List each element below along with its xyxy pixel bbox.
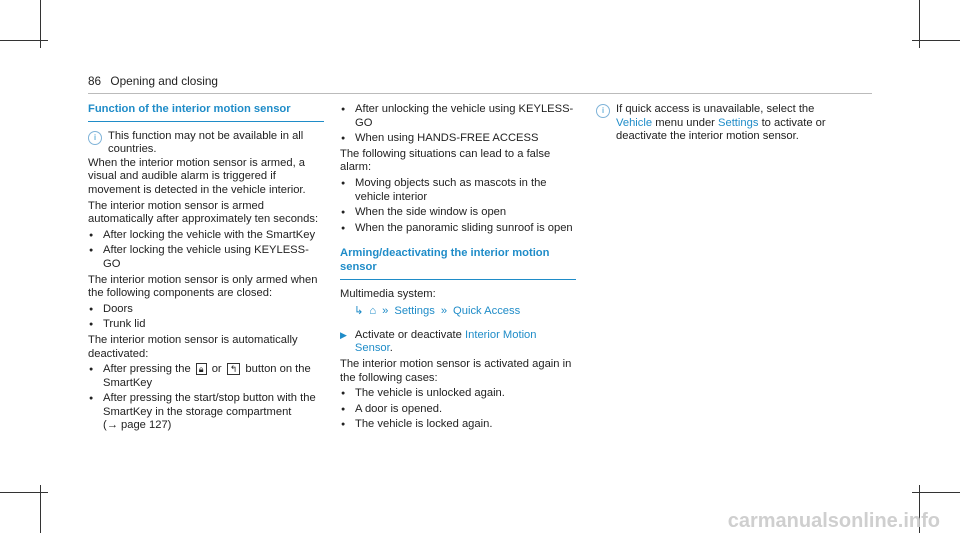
page-reference[interactable]: (→ page 127): [103, 419, 172, 432]
list-item: ● When the panoramic sliding sunroof is open: [340, 222, 576, 236]
play-icon: ▶: [340, 329, 347, 340]
crop-mark: [0, 40, 48, 41]
note-text: This function may not be available in all countries.: [108, 129, 304, 156]
list-item: ● Doors: [88, 303, 324, 317]
header-rule: [88, 93, 872, 94]
list-item: ● Trunk lid: [88, 318, 324, 332]
chevron-right-icon: »: [440, 305, 448, 318]
paragraph: When the interior motion sensor is armed, a visual and audible alarm is triggered if movement is detected in the vehicle interior.: [88, 156, 306, 196]
paragraph: The interior motion sensor is armed automatically after approximately ten seconds:: [88, 199, 319, 226]
list-item: ● After pressing the start/stop button with the SmartKey in the storage compartment (→ page 127): [88, 392, 324, 433]
paragraph: The interior motion sensor is activated again in the following cases:: [340, 357, 572, 384]
menu-path: [340, 305, 576, 319]
list-item: ● After locking the vehicle with the SmartKey: [88, 229, 324, 243]
instruction-step: ▶ Activate or deactivate Interior Motion Sensor.: [340, 328, 537, 355]
info-icon: i: [88, 131, 102, 145]
bullet-list: [340, 387, 576, 432]
bullet-list: [340, 177, 576, 235]
crop-mark: [0, 492, 48, 493]
note-text: If quick access is unavailable, select the Vehicle menu under Settings to activate or deactivate the interior motion sensor.: [616, 103, 826, 143]
list-item: ● After locking the vehicle using KEYLESS-GO: [88, 244, 324, 271]
watermark: carmanualsonline.info: [727, 510, 940, 533]
section-title: Function of the interior motion sensor: [88, 103, 324, 122]
chevron-right-icon: »: [382, 305, 389, 318]
note: [88, 130, 324, 157]
interior-motion-sensor-option[interactable]: Interior Motion Sensor: [354, 328, 537, 355]
home-icon[interactable]: ⌂: [369, 305, 377, 318]
column-3: [596, 103, 832, 144]
bullet-list: [88, 303, 324, 332]
settings-link[interactable]: Settings: [718, 116, 759, 129]
lock-key-icon: 🔒︎: [196, 363, 207, 375]
list-item: ● The vehicle is unlocked again.: [340, 387, 576, 401]
bullet-list: [88, 363, 324, 433]
column-1: [88, 103, 324, 435]
list-item: ● When the side window is open: [340, 206, 576, 220]
page-number: 86: [88, 74, 102, 88]
menu-arrow-icon: ↳: [354, 305, 364, 318]
column-2: [340, 103, 576, 434]
trunk-key-icon: ↰: [227, 363, 241, 375]
chapter-title: Opening and closing: [110, 74, 218, 88]
note: [596, 103, 832, 144]
paragraph: The interior motion sensor is only armed when the following components are closed:: [88, 273, 318, 300]
crop-mark: [912, 492, 960, 493]
bullet-list: [88, 229, 324, 272]
menu-settings[interactable]: Settings: [394, 305, 435, 318]
page-header: [88, 75, 218, 89]
list-item: ● When using HANDS-FREE ACCESS: [340, 132, 576, 146]
paragraph: The interior motion sensor is automatically deactivated:: [88, 333, 298, 360]
list-item: ● The vehicle is locked again.: [340, 418, 576, 432]
bullet-list: [340, 103, 576, 146]
vehicle-menu-link[interactable]: Vehicle: [616, 116, 653, 129]
section-title: Arming/deactivating the interior motion sensor: [340, 247, 576, 279]
list-item: ● A door is opened.: [340, 403, 576, 417]
system-label: Multimedia system:: [340, 287, 436, 300]
crop-mark: [912, 40, 960, 41]
list-item: ● Moving objects such as mascots in the vehicle interior: [340, 177, 576, 204]
menu-quick-access[interactable]: Quick Access: [453, 305, 521, 318]
paragraph: The following situations can lead to a false alarm:: [340, 147, 551, 174]
list-item: ● After unlocking the vehicle using KEYLESS-GO: [340, 103, 576, 130]
info-icon: i: [596, 104, 610, 118]
list-item: ● After pressing the 🔒︎ or ↰ button on the SmartKey: [88, 363, 324, 390]
